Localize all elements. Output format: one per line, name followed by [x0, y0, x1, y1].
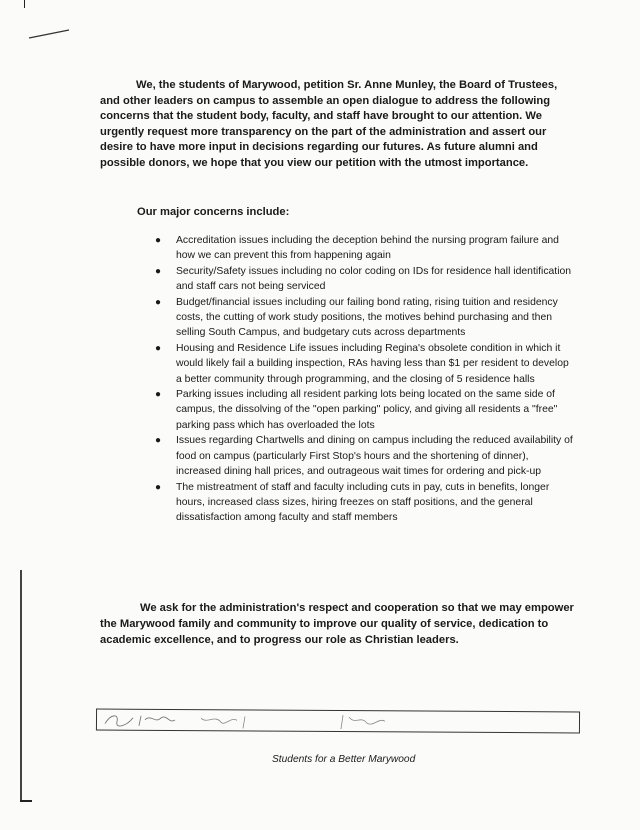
scan-mark-top-left-vertical [24, 0, 25, 8]
concern-text: Budget/financial issues including our failing bond rating, rising tuition and residency costs, the cutting of work study positions, the motives behind purchasing and then selling South Campus, and budgetary cuts across departments [176, 296, 558, 339]
concern-text: Accreditation issues including the deception behind the nursing program failure and how we can prevent this from happening again [176, 235, 559, 262]
list-item [155, 233, 575, 264]
bullet-icon: ● [155, 389, 162, 401]
list-item [155, 387, 575, 433]
concern-text: Parking issues including all resident parking lots being located on the same side of campus, the dissolving of the "open parking" policy, and giving all residents a "free" parking pass which has overloaded the lots [176, 389, 558, 431]
signature-box [96, 709, 580, 734]
list-item [155, 341, 575, 387]
bullet-icon: ● [155, 265, 162, 277]
petition-closing: We ask for the administration's respect and cooperation so that we may empower the Marywood family and community to improve our quality of service, dedication to academic excellence, and to progress our role as Christian leaders. [100, 602, 574, 646]
scan-mark-left-edge [20, 570, 22, 802]
bullet-icon: ● [155, 481, 162, 493]
list-item [155, 264, 575, 295]
scan-mark-left-corner [20, 800, 32, 802]
scan-pen-stroke [25, 20, 105, 60]
concern-text: Housing and Residence Life issues including Regina's obsolete condition in which it would likely fail a building inspection, RAs having less than $1 per resident to develop a better community through programming, and the closing of 5 residence halls [176, 342, 569, 385]
list-item [155, 295, 575, 341]
bullet-icon: ● [155, 342, 162, 354]
bullet-icon: ● [155, 296, 162, 308]
list-item [155, 480, 575, 526]
petition-intro: We, the students of Marywood, petition Sr. Anne Munley, the Board of Trustees, and other leaders on campus to assemble an open dialogue to address the following concerns that the student body, faculty, and staff have brought to our attention. We urgently request more transparency on the part of the administration and assert our desire to have more input in decisions regarding our futures. As future alumni and possible donors, we hope that you view our petition with the utmost importance. [100, 79, 558, 169]
concern-text: The mistreatment of staff and faculty including cuts in pay, cuts in benefits, longer hours, increased class sizes, hiring freezes on staff positions, and the general dissatisfaction among faculty and staff members [176, 481, 550, 524]
list-item [155, 433, 575, 479]
handwritten-signature [97, 710, 579, 733]
concern-text: Security/Safety issues including no color coding on IDs for residence hall identification and staff cars not being serviced [176, 265, 572, 293]
bullet-icon: ● [155, 435, 162, 447]
bullet-icon: ● [155, 235, 162, 246]
concerns-list [155, 233, 575, 526]
footer-organization: Students for a Better Marywood [272, 754, 416, 765]
concerns-heading: Our major concerns include: [137, 206, 290, 218]
concern-text: Issues regarding Chartwells and dining on campus including the reduced availability of food on campus (particularly First Stop's hours and the shortening of dinner), increased dining hall prices, and outrageous wait times for ordering and pick-up [176, 435, 573, 478]
